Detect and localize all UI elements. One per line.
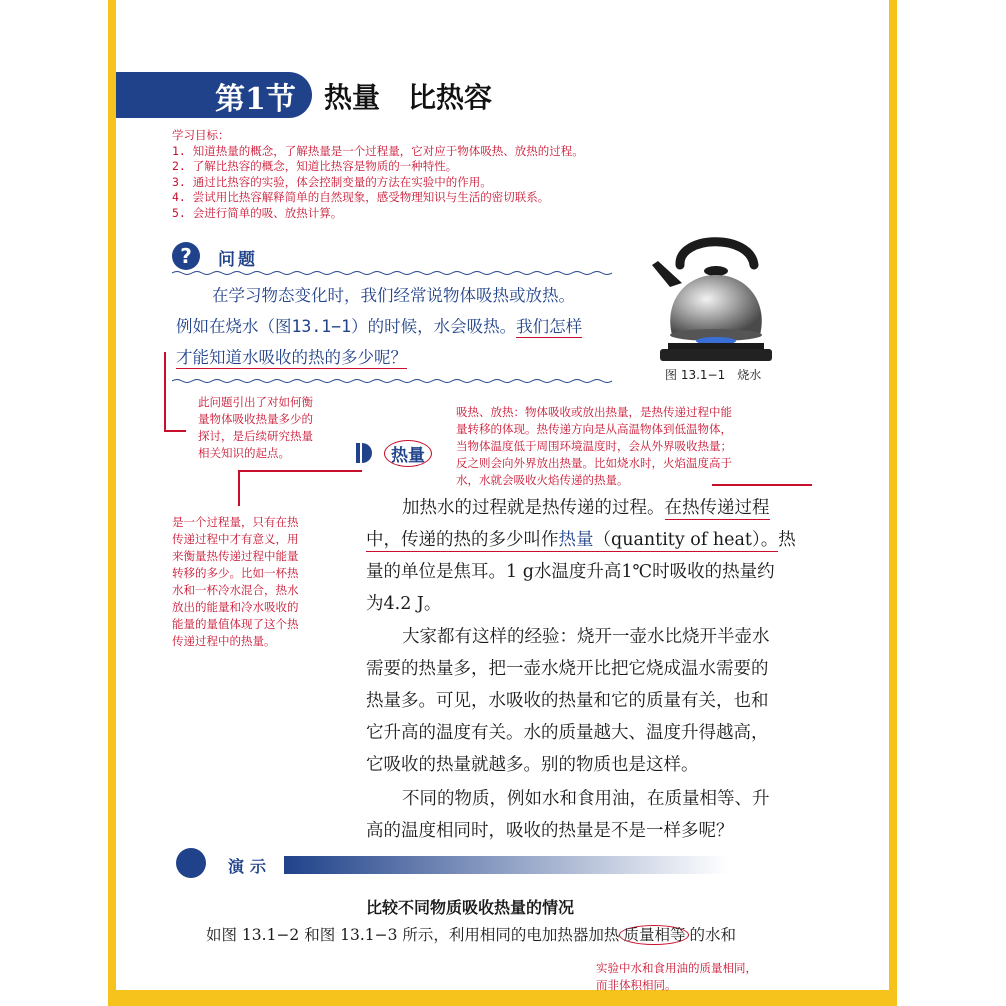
heat-paragraph-3-line-1: 不同的物质，例如水和食用油，在质量相等、升 (402, 789, 770, 809)
underlined-text: 中，传递的热的多少叫作 (366, 530, 559, 550)
note-line: 传递过程中才有意义，用 (172, 532, 299, 546)
question-line-3 (176, 344, 407, 368)
note-line: 能量的量值体现了这个热 (172, 617, 299, 631)
heat-title: 热量 (384, 440, 432, 467)
goals-heading: 学习目标： (172, 128, 230, 142)
page-frame-right (889, 0, 897, 1006)
note-line: 放出的能量和冷水吸收的 (172, 600, 299, 614)
heat-paragraph-2-line-1: 大家都有这样的经验：烧开一壶水比烧开半壶水 (402, 627, 770, 647)
heat-paragraph-1-line-4: 为4.2 J。 (366, 594, 442, 614)
figure-caption: 图 13.1−1 烧水 (665, 368, 762, 382)
heat-paragraph-2-line-3: 热量多。可见，水吸收的热量和它的质量有关，也和 (366, 691, 769, 711)
note-heat-definition (172, 514, 299, 650)
key-term: 热量 (558, 530, 594, 550)
text-segment: 热 (778, 530, 796, 550)
heat-paragraph-1-line-1 (402, 494, 770, 519)
note-line: 探讨，是后续研究热量 (198, 429, 313, 443)
heat-paragraph-2-line-5: 它吸收的热量就越多。别的物质也是这样。 (366, 755, 699, 775)
note-question-purpose (198, 394, 313, 462)
heat-paragraph-2-line-4: 它升高的温度有关。水的质量越大、温度升得越高， (366, 723, 769, 743)
annotation-connector (238, 470, 240, 506)
note-line: 此问题引出了对如何衡 (198, 395, 313, 409)
heat-paragraph-2-line-2: 需要的热量多，把一壶水烧开比把它烧成温水需要的 (366, 659, 769, 679)
question-underlined-start: 我们怎样 (516, 317, 583, 336)
demo-icon (176, 848, 206, 878)
heat-paragraph-3-line-2: 高的温度相同时，吸收的热量是不是一样多呢？ (366, 821, 734, 841)
note-demo-mass (596, 960, 757, 994)
underlined-text: （quantity of heat）。 (593, 530, 779, 550)
annotation-connector (164, 352, 166, 430)
section-number: 第1节 (215, 82, 296, 117)
text-segment: 的水和 (689, 926, 736, 944)
section-marker-icon (356, 443, 372, 463)
annotation-connector (712, 484, 812, 486)
note-line: 传递过程中的热量。 (172, 634, 276, 648)
annotation-connector (164, 430, 186, 432)
goal-item: 1. 知道热量的概念，了解热量是一个过程量，它对应于物体吸热、放热的过程。 (172, 143, 584, 158)
note-heat-absorb-release (456, 404, 732, 489)
note-line: 而非体积相同。 (596, 978, 677, 992)
note-line: 来衡量热传递过程中能量 (172, 549, 299, 563)
circled-text: 质量相等 (619, 925, 689, 945)
page-frame-bottom (108, 990, 897, 1006)
question-line-2-start: 例如在烧水（图13.1−1）的时候，水会吸热。 (176, 317, 517, 336)
demo-title: 演示 (228, 857, 273, 876)
question-underlined-end: 才能知道水吸收的热的多少呢？ (176, 348, 407, 367)
question-line-2 (176, 313, 582, 337)
note-line: 水，水就会吸收火焰传递的热量。 (456, 473, 629, 487)
note-line: 反之则会向外界放出热量。比如烧水时，火焰温度高于 (456, 456, 732, 470)
goal-item: 5. 会进行简单的吸、放热计算。 (172, 205, 343, 220)
underlined-text: 在热传递过程 (664, 498, 770, 518)
learning-goals (172, 128, 584, 221)
note-line: 相关知识的起点。 (198, 446, 290, 460)
goal-item: 4. 尝试用比热容解释简单的自然现象，感受物理知识与生活的密切联系。 (172, 190, 550, 204)
section-title: 热量 比热容 (324, 81, 493, 114)
wavy-divider-bottom (172, 378, 612, 384)
question-line-1: 在学习物态变化时，我们经常说物体吸热或放热。 (212, 286, 575, 305)
note-line: 转移的多少。比如一杯热 (172, 566, 299, 580)
heat-paragraph-1-line-3: 量的单位是焦耳。1 g水温度升高1℃时吸收的热量约 (366, 562, 775, 582)
wavy-divider-top (172, 270, 612, 276)
goal-item: 2. 了解比热容的概念，知道比热容是物质的一种特性。 (172, 159, 458, 173)
demo-text (206, 923, 736, 945)
note-line: 是一个过程量，只有在热 (172, 515, 299, 529)
text-segment: 如图 13.1−2 和图 13.1−3 所示，利用相同的电加热器加热 (206, 926, 620, 944)
note-line: 实验中水和食用油的质量相同， (596, 961, 757, 975)
goal-item: 3. 通过比热容的实验，体会控制变量的方法在实验中的作用。 (172, 174, 492, 189)
note-line: 吸热、放热：物体吸收或放出热量，是热传递过程中能 (456, 405, 732, 419)
note-line: 当物体温度低于周围环境温度时，会从外界吸收热量； (456, 439, 732, 453)
demo-subtitle: 比较不同物质吸收热量的情况 (366, 898, 575, 917)
note-line: 水和一杯冷水混合，热水 (172, 583, 299, 597)
note-line: 量物体吸收热量多少的 (198, 412, 313, 426)
heat-paragraph-1-line-2 (366, 526, 796, 551)
annotation-connector (238, 470, 362, 472)
page-frame-left (108, 0, 116, 1006)
text-segment: 加热水的过程就是热传递的过程。 (402, 498, 665, 518)
demo-header-bar (284, 856, 728, 874)
note-line: 量转移的体现。热传递方向是从高温物体到低温物体， (456, 422, 732, 436)
question-icon: ? (172, 242, 200, 270)
question-title: 问题 (218, 250, 258, 270)
kettle-image (650, 225, 780, 365)
